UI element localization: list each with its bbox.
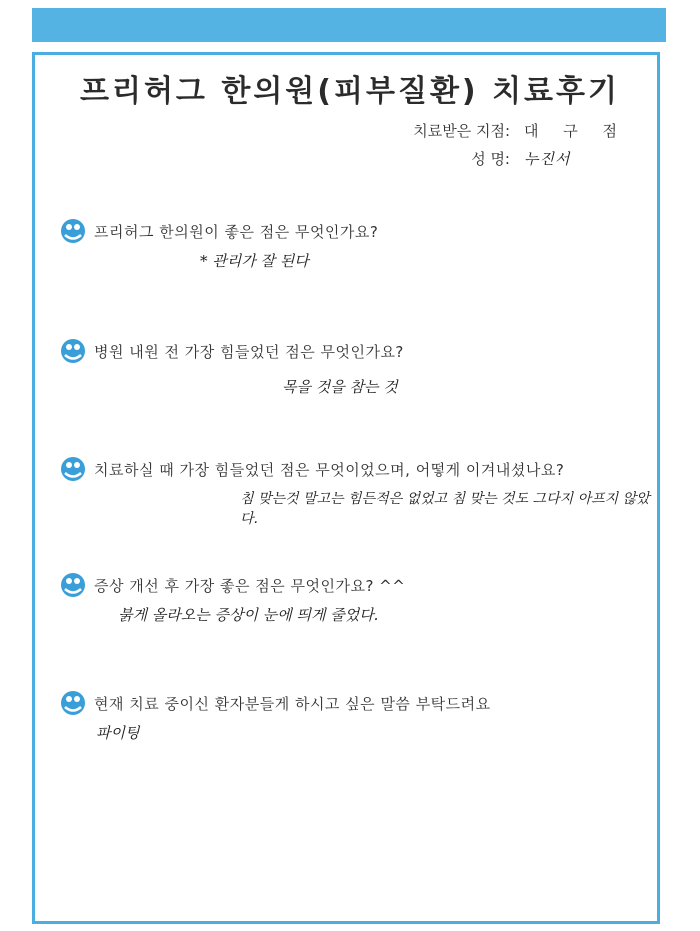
branch-label: 치료받은 지점: [413, 121, 510, 140]
branch-row [400, 116, 627, 144]
free-hug-logo-icon [60, 456, 86, 482]
free-hug-logo-icon [60, 338, 86, 364]
page-title: 프리허그 한의원(피부질환) 치료후기 [79, 74, 620, 109]
answer-text: 붉게 올라오는 증상이 눈에 띄게 줄었다. [118, 606, 379, 624]
qa-item-1 [60, 218, 660, 271]
name-row [400, 144, 627, 172]
answer-text: 파이팅 [96, 724, 140, 742]
free-hug-logo-icon [60, 218, 86, 244]
name-label: 성 명: [471, 149, 510, 168]
question-text: 치료하실 때 가장 힘들었던 점은 무엇이었으며, 어떻게 이겨내셨나요? [94, 460, 565, 479]
question-text: 병원 내원 전 가장 힘들었던 점은 무엇인가요? [94, 342, 404, 361]
answer-text: * 관리가 잘 된다 [200, 252, 309, 270]
question-text: 현재 치료 중이신 환자분들게 하시고 싶은 말씀 부탁드려요 [94, 694, 491, 713]
free-hug-logo-icon [60, 572, 86, 598]
info-block [400, 116, 627, 172]
name-value: 누진서 [524, 149, 571, 168]
answer-text: 침 맞는것 말고는 힘든적은 없었고 침 맞는 것도 그다지 아프지 않았다. [240, 491, 650, 527]
answer-text: 목을 것을 참는 것 [282, 378, 398, 396]
qa-item-4 [60, 572, 660, 625]
free-hug-logo-icon [60, 690, 86, 716]
qa-item-2 [60, 338, 660, 397]
qa-item-5 [60, 690, 660, 743]
qa-item-3 [60, 456, 660, 528]
question-text: 프리허그 한의원이 좋은 점은 무엇인가요? [94, 222, 379, 241]
branch-value: 대 구 점 [524, 121, 628, 140]
question-text: 증상 개선 후 가장 좋은 점은 무엇인가요? ^^ [94, 576, 406, 595]
top-color-band [32, 8, 666, 42]
